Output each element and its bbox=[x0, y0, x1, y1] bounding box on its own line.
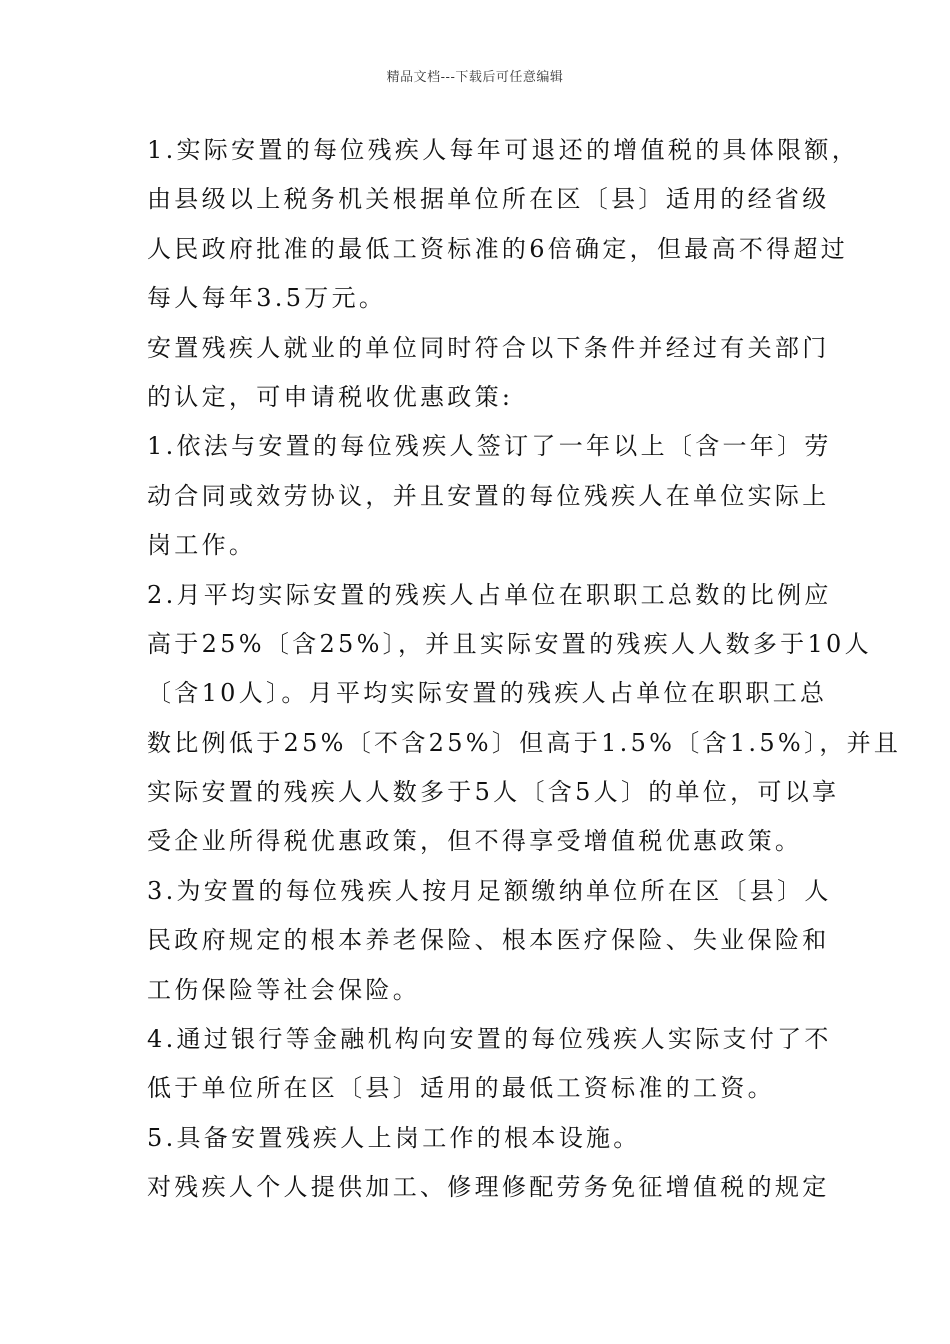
text-line-17: 民政府规定的根本养老保险、根本医疗保险、失业保险和 bbox=[147, 926, 830, 955]
text-line-19: 4.通过银行等金融机构向安置的每位残疾人实际支付了不 bbox=[147, 1025, 832, 1054]
text-line-15: 受企业所得税优惠政策，但不得享受增值税优惠政策。 bbox=[147, 827, 803, 856]
text-line-6: 的认定，可申请税收优惠政策: bbox=[147, 382, 514, 411]
text-line-1: 1.实际安置的每位残疾人每年可退还的增值税的具体限额， bbox=[147, 136, 859, 164]
document-body bbox=[147, 126, 902, 1213]
text-line-14: 实际安置的残疾人人数多于5人〔含5人〕的单位，可以享 bbox=[147, 778, 840, 807]
text-line-4: 每人每年3.5万元。 bbox=[147, 284, 387, 313]
text-line-5: 安置残疾人就业的单位同时符合以下条件并经过有关部门 bbox=[147, 333, 830, 362]
text-line-13: 数比例低于25%〔不含25%〕但高于1.5%〔含1.5%〕，并且 bbox=[147, 728, 902, 757]
text-line-12: 〔含10人〕。月平均实际安置的残疾人占单位在职职工总 bbox=[147, 679, 828, 708]
page-header: 精品文档---下载后可任意编辑 bbox=[386, 70, 564, 85]
text-line-10: 2.月平均实际安置的残疾人占单位在职职工总数的比例应 bbox=[147, 580, 832, 609]
text-line-11: 高于25%〔含25%〕，并且实际安置的残疾人人数多于10人 bbox=[147, 629, 872, 658]
text-line-22: 对残疾人个人提供加工、修理修配劳务免征增值税的规定 bbox=[147, 1173, 830, 1202]
text-line-21: 5.具备安置残疾人上岗工作的根本设施。 bbox=[147, 1123, 641, 1152]
text-line-20: 低于单位所在区〔县〕适用的最低工资标准的工资。 bbox=[147, 1074, 775, 1103]
text-line-2: 由县级以上税务机关根据单位所在区〔县〕适用的经省级 bbox=[147, 185, 830, 214]
text-line-9: 岗工作。 bbox=[147, 531, 257, 560]
text-line-16: 3.为安置的每位残疾人按月足额缴纳单位所在区〔县〕人 bbox=[147, 876, 832, 905]
text-line-8: 动合同或效劳协议，并且安置的每位残疾人在单位实际上 bbox=[147, 481, 830, 510]
text-line-7: 1.依法与安置的每位残疾人签订了一年以上〔含一年〕劳 bbox=[147, 432, 832, 461]
text-line-3: 人民政府批准的最低工资标准的6倍确定，但最高不得超过 bbox=[147, 234, 849, 263]
text-line-18: 工伤保险等社会保险。 bbox=[147, 975, 420, 1004]
